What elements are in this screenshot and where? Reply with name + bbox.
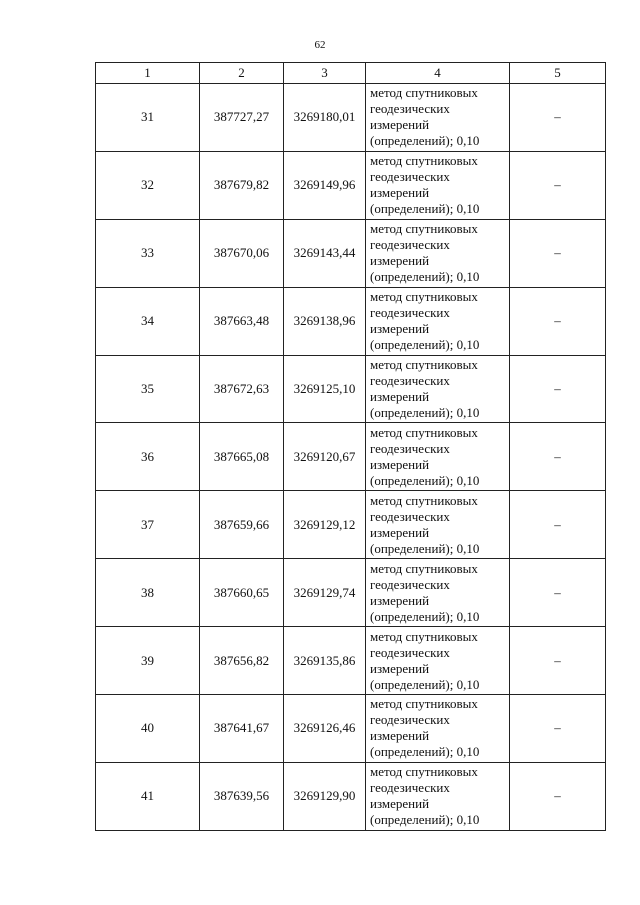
method-line: метод спутниковых	[370, 357, 478, 372]
column-5-cell: –	[510, 423, 606, 491]
method-line: измерений	[370, 524, 430, 540]
y-coordinate-cell: 3269129,12	[284, 491, 366, 559]
table-row	[96, 491, 606, 559]
column-header-3: 3	[284, 63, 366, 84]
method-line: геодезических	[370, 237, 450, 253]
point-number-cell: 32	[96, 151, 200, 219]
table-row	[96, 559, 606, 627]
method-cell	[366, 559, 510, 627]
x-coordinate-cell: 387659,66	[200, 491, 284, 559]
y-coordinate-cell: 3269180,01	[284, 84, 366, 152]
method-line: метод спутниковых	[370, 424, 478, 440]
method-cell	[366, 151, 510, 219]
method-line: измерений	[370, 389, 430, 404]
y-coordinate-cell: 3269129,74	[284, 559, 366, 627]
method-line: (определений); 0,10	[370, 540, 480, 556]
method-line: измерений	[370, 253, 430, 269]
y-coordinate-cell: 3269120,67	[284, 423, 366, 491]
table-row	[96, 762, 606, 830]
column-5-cell: –	[510, 355, 606, 423]
point-number-cell: 38	[96, 559, 200, 627]
method-cell	[366, 627, 510, 695]
method-line: измерений	[370, 592, 430, 608]
point-number-cell: 34	[96, 287, 200, 355]
method-line: (определений); 0,10	[370, 405, 480, 420]
method-line: геодезических	[370, 712, 450, 728]
column-header-2: 2	[200, 63, 284, 84]
method-cell	[366, 491, 510, 559]
point-number-cell: 35	[96, 355, 200, 423]
method-cell	[366, 423, 510, 491]
method-line: (определений); 0,10	[370, 337, 480, 353]
method-line: метод спутниковых	[370, 560, 478, 576]
x-coordinate-cell: 387660,65	[200, 559, 284, 627]
table-row	[96, 695, 606, 763]
coordinates-table	[95, 62, 606, 831]
method-line: измерений	[370, 185, 430, 201]
method-cell	[366, 219, 510, 287]
method-line: геодезических	[370, 576, 450, 592]
method-line: (определений); 0,10	[370, 133, 480, 149]
table-row	[96, 423, 606, 491]
point-number-cell: 36	[96, 423, 200, 491]
point-number-cell: 37	[96, 491, 200, 559]
y-coordinate-cell: 3269149,96	[284, 151, 366, 219]
method-cell	[366, 84, 510, 152]
method-line: (определений); 0,10	[370, 676, 480, 692]
x-coordinate-cell: 387656,82	[200, 627, 284, 695]
y-coordinate-cell: 3269143,44	[284, 219, 366, 287]
method-line: геодезических	[370, 780, 450, 796]
column-header-1: 1	[96, 63, 200, 84]
method-line: геодезических	[370, 644, 450, 660]
method-line: измерений	[370, 728, 430, 744]
column-5-cell: –	[510, 287, 606, 355]
x-coordinate-cell: 387641,67	[200, 695, 284, 763]
method-line: геодезических	[370, 101, 450, 117]
y-coordinate-cell: 3269126,46	[284, 695, 366, 763]
table-row	[96, 287, 606, 355]
method-line: метод спутниковых	[370, 492, 478, 508]
x-coordinate-cell: 387663,48	[200, 287, 284, 355]
table-header-row	[96, 63, 606, 84]
y-coordinate-cell: 3269138,96	[284, 287, 366, 355]
point-number-cell: 40	[96, 695, 200, 763]
table-row	[96, 355, 606, 423]
method-line: (определений); 0,10	[370, 269, 480, 285]
method-line: метод спутниковых	[370, 628, 478, 644]
y-coordinate-cell: 3269129,90	[284, 762, 366, 830]
table-row	[96, 151, 606, 219]
method-line: измерений	[370, 796, 430, 812]
column-5-cell: –	[510, 559, 606, 627]
method-line: геодезических	[370, 305, 450, 321]
method-line: измерений	[370, 660, 430, 676]
x-coordinate-cell: 387639,56	[200, 762, 284, 830]
column-5-cell: –	[510, 627, 606, 695]
point-number-cell: 31	[96, 84, 200, 152]
method-line: метод спутниковых	[370, 289, 478, 305]
method-line: геодезических	[370, 169, 450, 185]
method-cell	[366, 355, 510, 423]
x-coordinate-cell: 387727,27	[200, 84, 284, 152]
method-cell	[366, 762, 510, 830]
method-line: измерений	[370, 456, 430, 472]
table-row	[96, 219, 606, 287]
point-number-cell: 33	[96, 219, 200, 287]
x-coordinate-cell: 387679,82	[200, 151, 284, 219]
column-5-cell: –	[510, 219, 606, 287]
method-line: метод спутниковых	[370, 221, 478, 237]
column-5-cell: –	[510, 84, 606, 152]
method-line: (определений); 0,10	[370, 744, 480, 760]
column-5-cell: –	[510, 695, 606, 763]
table-row	[96, 627, 606, 695]
column-5-cell: –	[510, 151, 606, 219]
method-line: (определений); 0,10	[370, 812, 480, 828]
column-header-4: 4	[366, 63, 510, 84]
column-5-cell: –	[510, 762, 606, 830]
point-number-cell: 39	[96, 627, 200, 695]
method-line: (определений); 0,10	[370, 472, 480, 488]
y-coordinate-cell: 3269135,86	[284, 627, 366, 695]
x-coordinate-cell: 387670,06	[200, 219, 284, 287]
point-number-cell: 41	[96, 762, 200, 830]
column-header-5: 5	[510, 63, 606, 84]
method-line: геодезических	[370, 440, 450, 456]
method-line: метод спутниковых	[370, 153, 478, 169]
page-number: 62	[314, 39, 326, 51]
method-line: измерений	[370, 117, 430, 133]
method-cell	[366, 695, 510, 763]
method-line: метод спутниковых	[370, 696, 478, 712]
method-line: геодезических	[370, 508, 450, 524]
method-cell	[366, 287, 510, 355]
method-line: геодезических	[370, 373, 450, 388]
method-line: метод спутниковых	[370, 85, 478, 101]
method-line: измерений	[370, 321, 430, 337]
table-row	[96, 84, 606, 152]
column-5-cell: –	[510, 491, 606, 559]
y-coordinate-cell: 3269125,10	[284, 355, 366, 423]
method-line: (определений); 0,10	[370, 608, 480, 624]
x-coordinate-cell: 387665,08	[200, 423, 284, 491]
method-line: метод спутниковых	[370, 764, 478, 780]
x-coordinate-cell: 387672,63	[200, 355, 284, 423]
method-line: (определений); 0,10	[370, 201, 480, 217]
